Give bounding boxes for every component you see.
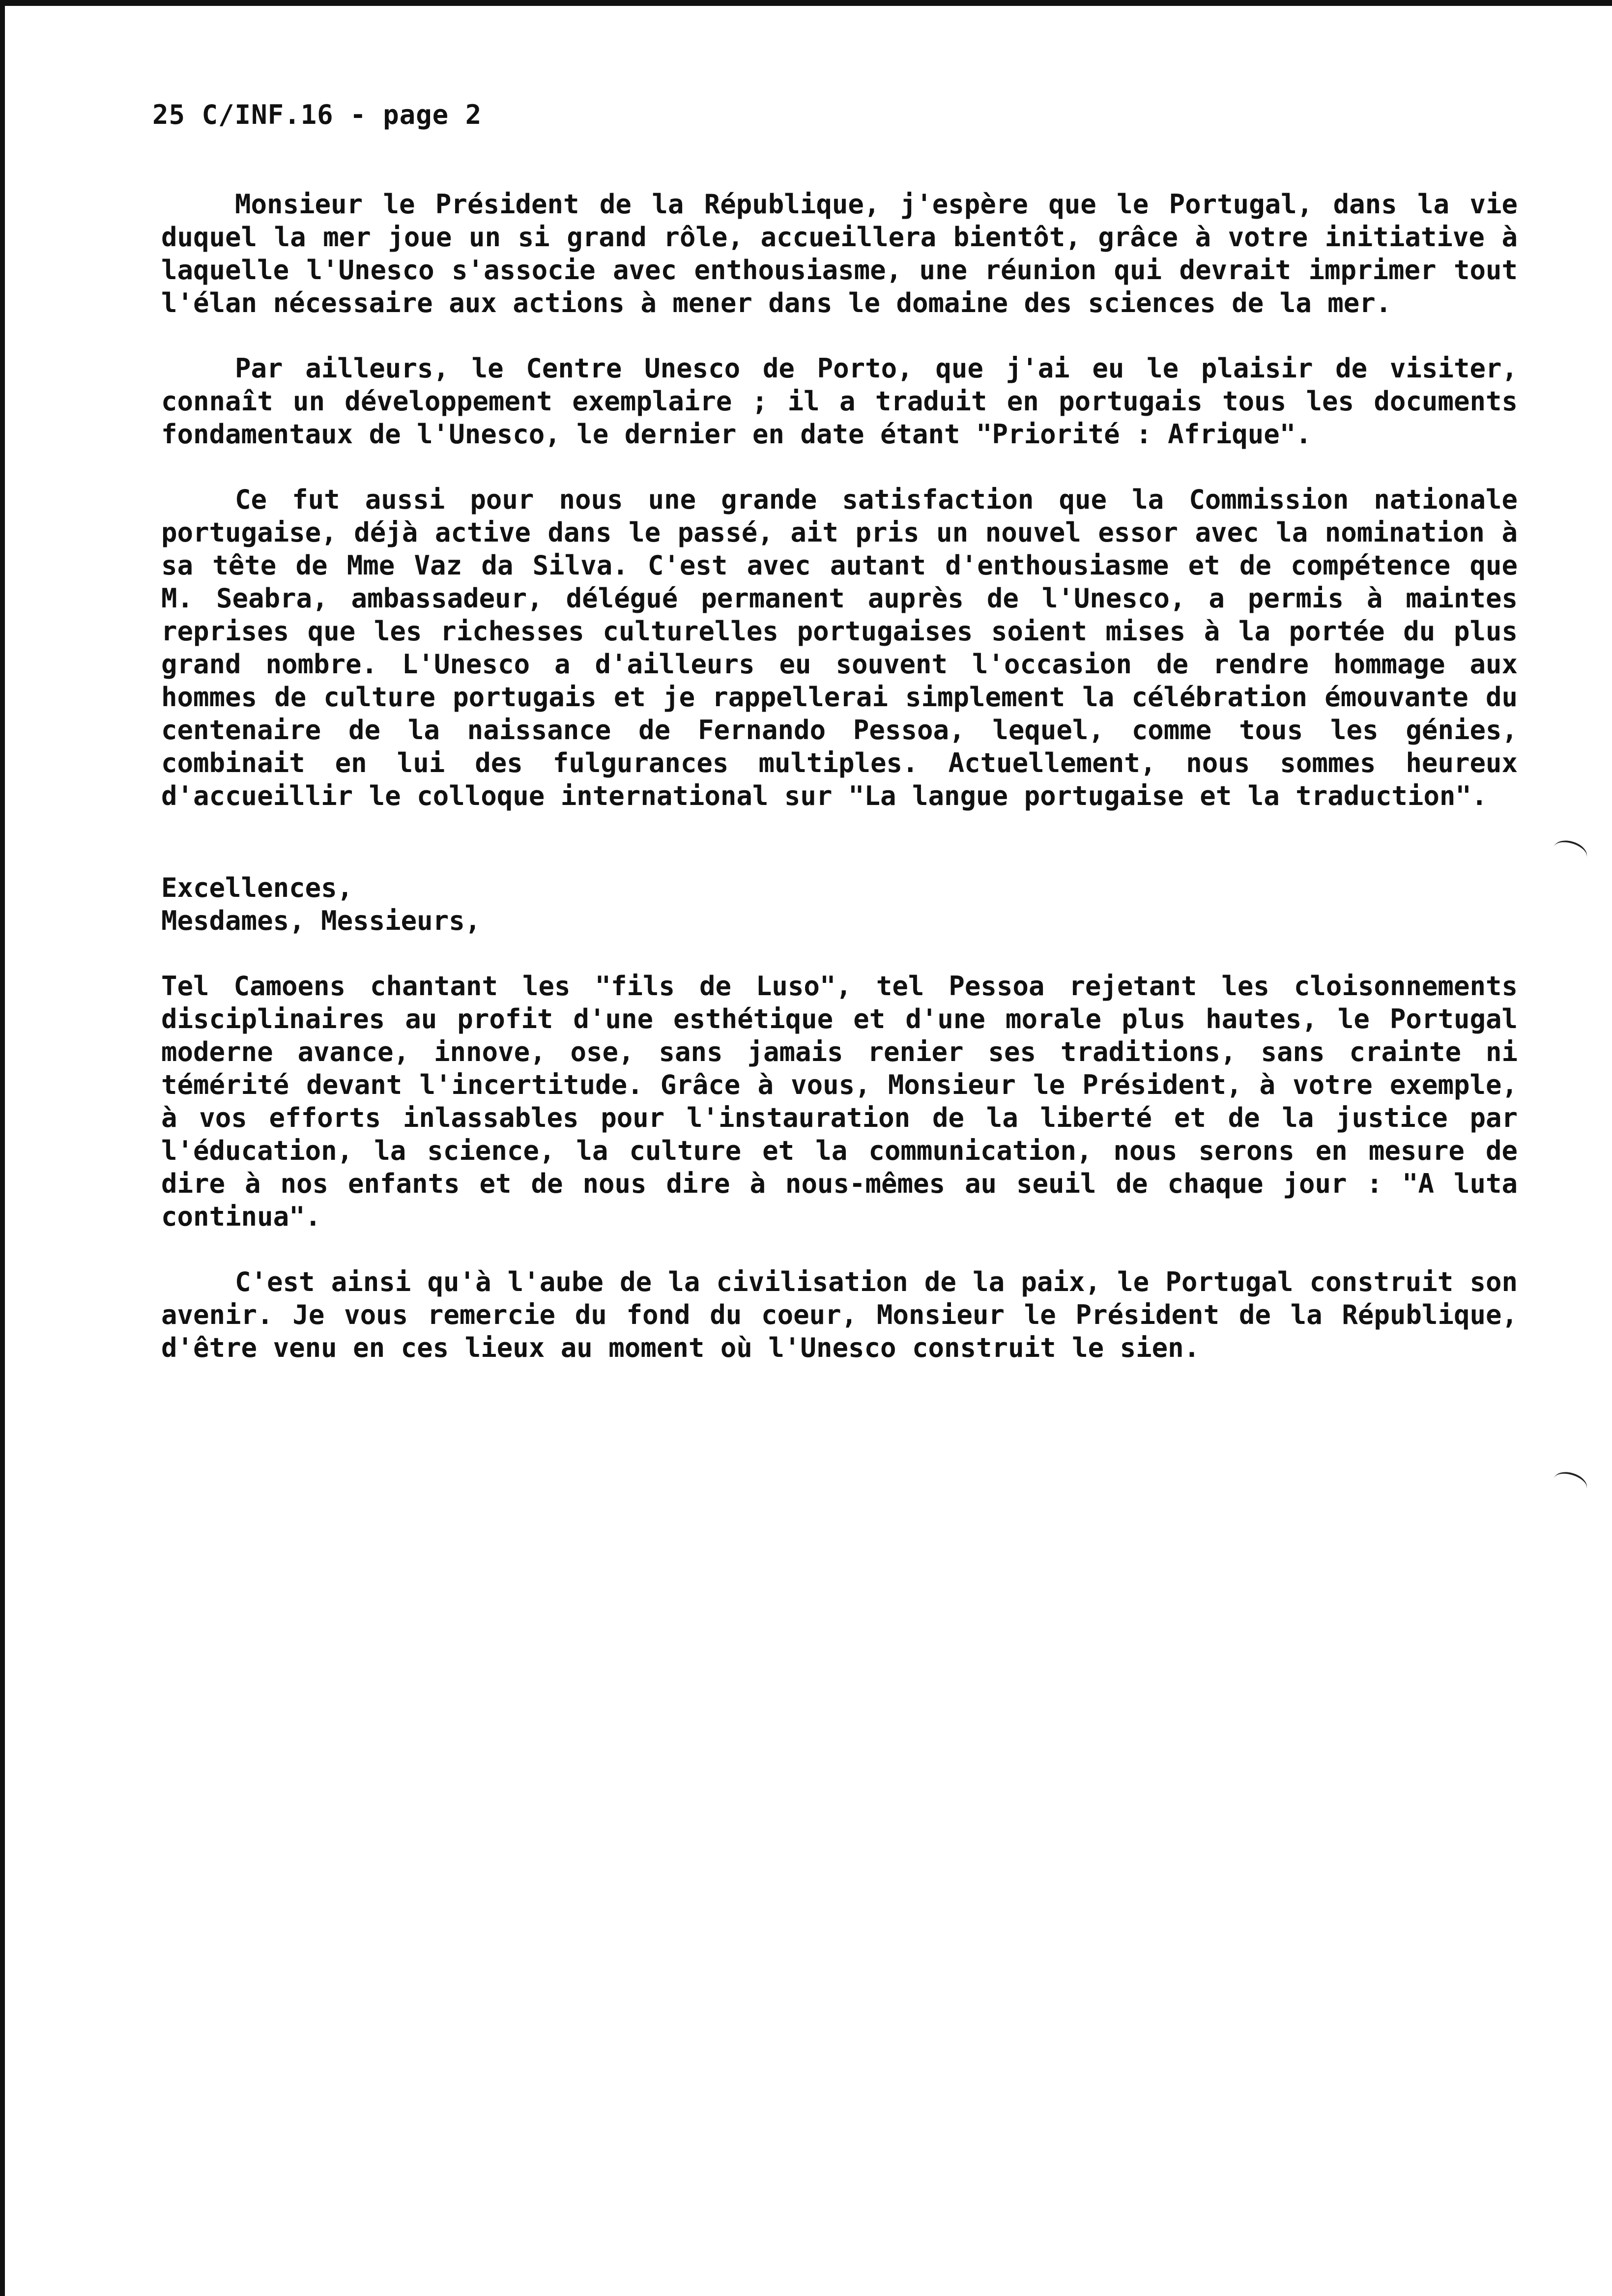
margin-mark bbox=[1551, 1468, 1590, 1499]
paragraph-camoens-pessoa: Tel Camoens chantant les "fils de Luso", tel Pessoa rejetant les cloisonnements disciplinaires au profit d'une esthétique et d'une morale plus hautes, le Portugal moderne avance, innove, ose, sans jamais renier ses traditions, sans crainte ni témérité devant l'incertitude. Grâce à vous, Monsieur le Président, à votre exemple, à vos efforts inlassables pour l'instauration de la liberté et de la justice par l'éducation, la science, la culture et la communication, nous serons en mesure de dire à nos enfants et de nous dire à nous-mêmes au seuil de chaque jour : "A luta continua". bbox=[161, 971, 1518, 1232]
document-reference-header: 25 C/INF.16 - page 2 bbox=[152, 99, 482, 130]
document-body bbox=[161, 188, 1518, 1397]
paragraph-porto-centre: Par ailleurs, le Centre Unesco de Porto, que j'ai eu le plaisir de visiter, connaît un développement exemplaire ; il a traduit en portugais tous les documents fondamentaux de l'Unesco, le dernier en date étant "Priorité : Afrique". bbox=[161, 353, 1518, 450]
paragraph-sea-sciences: Monsieur le Président de la République, j'espère que le Portugal, dans la vie duquel la mer joue un si grand rôle, accueillera bientôt, grâce à votre initiative à laquelle l'Unesco s'associe avec enthousiasme, une réunion qui devrait imprimer tout l'élan nécessaire aux actions à mener dans le domaine des sciences de la mer. bbox=[161, 189, 1518, 318]
salutation bbox=[161, 871, 1518, 937]
salutation-line-2: Mesdames, Messieurs, bbox=[161, 905, 481, 936]
paragraph-closing: C'est ainsi qu'à l'aube de la civilisation de la paix, le Portugal construit son avenir. Je vous remercie du fond du coeur, Monsieur le Président de la République, d'être venu en ces lieux au moment où l'Unesco construit le sien. bbox=[161, 1266, 1518, 1363]
paragraph-national-commission: Ce fut aussi pour nous une grande satisfaction que la Commission nationale portugaise, déjà active dans le passé, ait pris un nouvel essor avec la nomination à sa tête de Mme Vaz da Silva. C'est avec autant d'enthousiasme et de compétence que M. Seabra, ambassadeur, délégué permanent auprès de l'Unesco, a permis à maintes reprises que les richesses culturelles portugaises soient mises à la portée du plus grand nombre. L'Unesco a d'ailleurs eu souvent l'occasion de rendre hommage aux hommes de culture portugais et je rappellerai simplement la célébration émouvante du centenaire de la naissance de Fernando Pessoa, lequel, comme tous les génies, combinait en lui des fulgurances multiples. Actuellement, nous sommes heureux d'accueillir le colloque international sur "La langue portugaise et la traduction". bbox=[161, 484, 1518, 811]
margin-mark bbox=[1551, 836, 1590, 867]
salutation-line-1: Excellences, bbox=[161, 872, 353, 903]
